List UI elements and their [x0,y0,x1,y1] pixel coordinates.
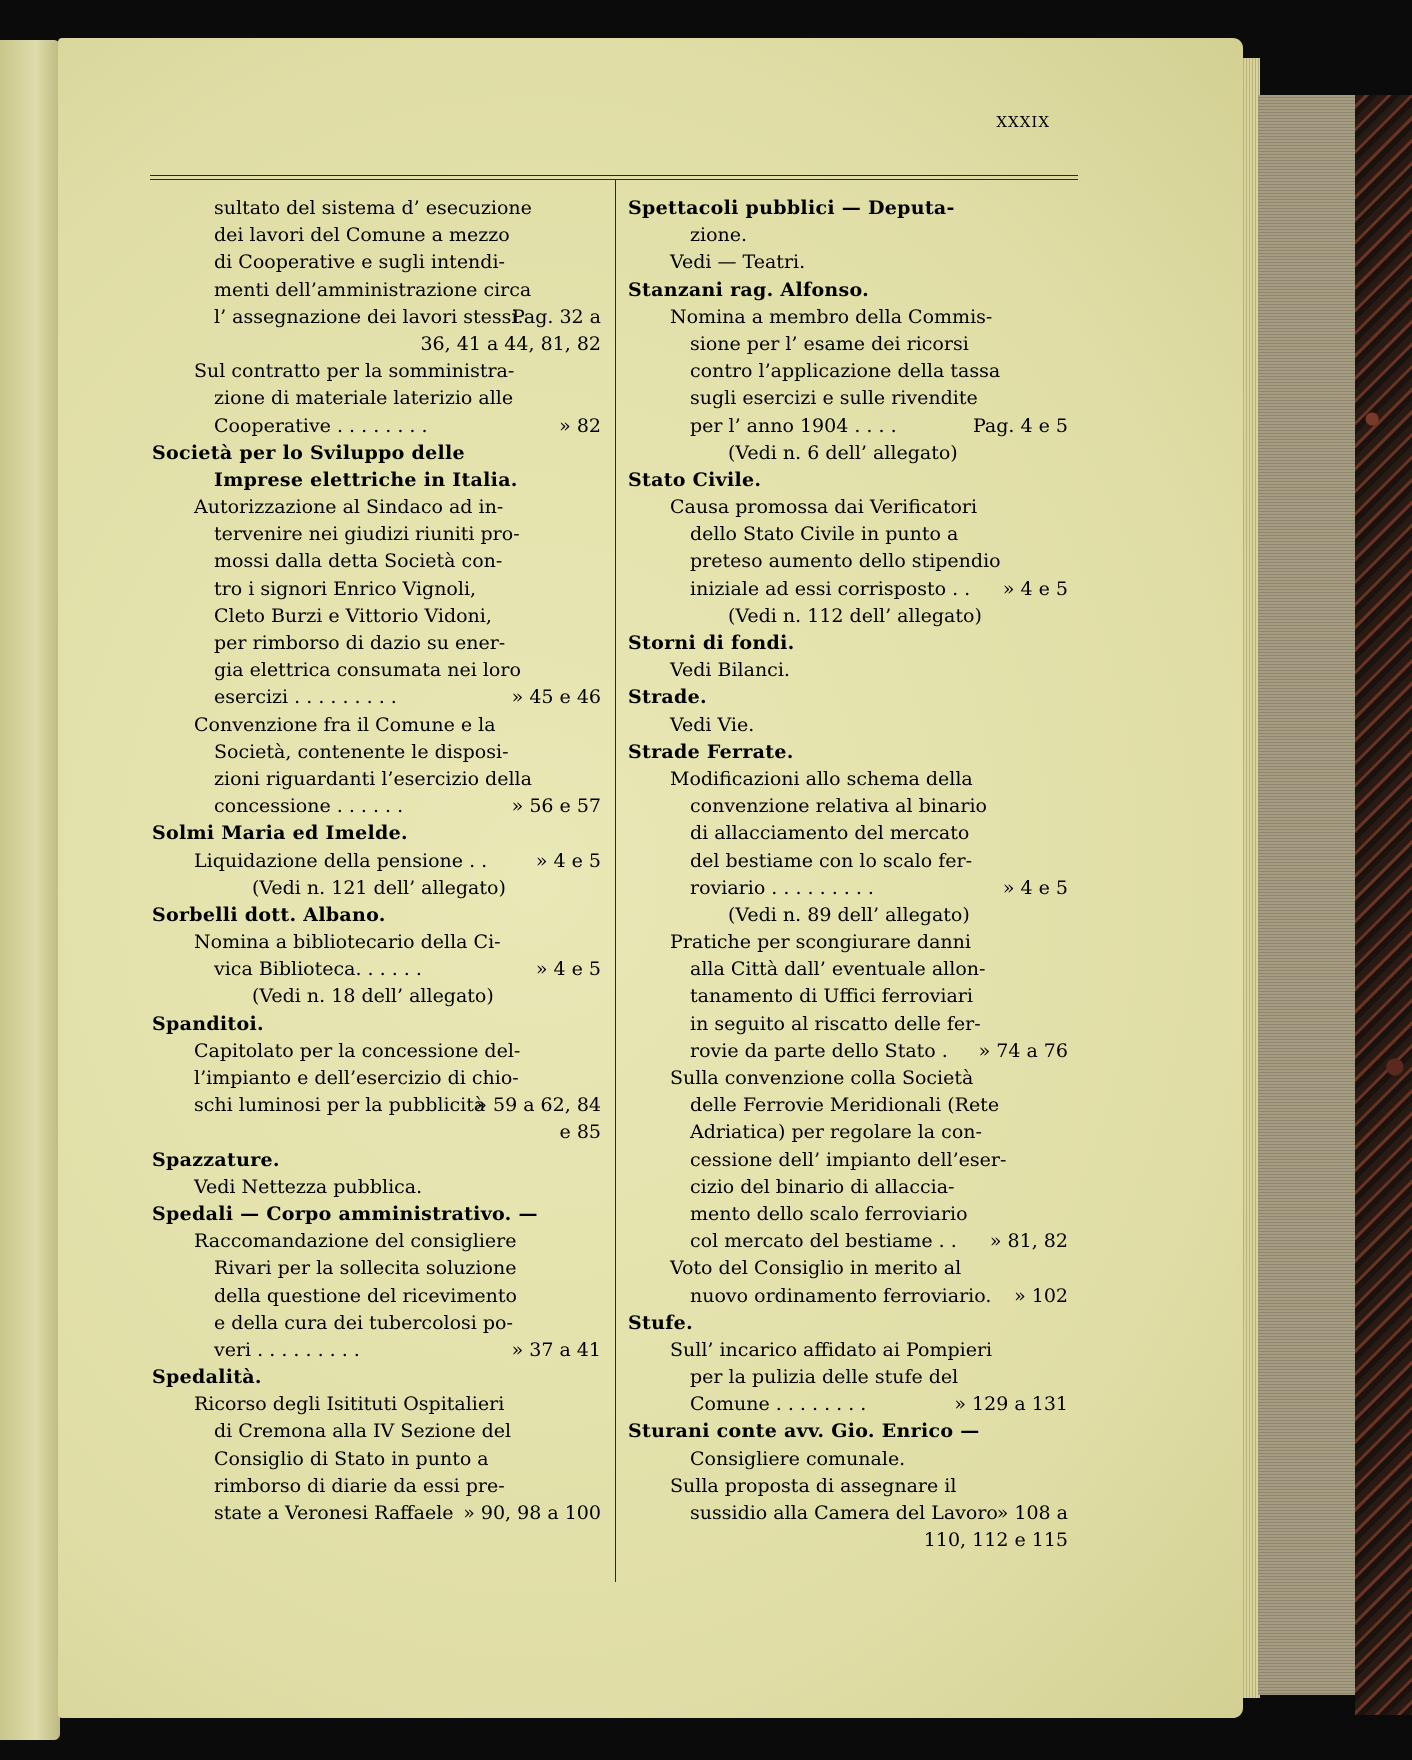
index-headword [628,277,1068,304]
index-entry-line [152,739,601,766]
entry-text: Causa promossa dai Verificatori [670,496,978,519]
entry-text: Storni di fondi. [628,632,795,654]
entry-text: Sturani conte avv. Gio. Enrico — [628,1420,980,1443]
page-reference: Pag. 4 e 5 [973,414,1068,437]
index-entry-line [628,929,1068,956]
entry-text: di allacciamento del mercato [690,822,970,845]
entry-text: per l’ anno 1904 . . . . [690,414,897,437]
entry-text: iniziale ad essi corrisposto . . [690,577,971,600]
page-reference: » 4 e 5 [535,958,601,981]
index-entry-line [152,331,601,358]
index-entry-line [152,195,601,222]
facing-page-edge [0,40,60,1740]
index-headword [628,630,1068,657]
entry-text: l’impianto e dell’esercizio di chio- [194,1067,519,1089]
entry-text: (Vedi n. 112 dell’ allegato) [728,604,982,627]
page-reference: » 4 e 5 [1002,577,1068,600]
page-reference: » 56 e 57 [511,795,601,818]
entry-text: mossi dalla detta Società con- [214,550,503,573]
index-headword [152,1364,601,1391]
entry-text: Vedi — Teatri. [670,251,806,274]
index-entry-line [628,1283,1068,1310]
index-entry-line [152,1473,601,1500]
entry-text: zione di materiale laterizio alle [214,387,514,410]
entry-text: Società, contenente le disposi- [214,740,509,763]
page-reference: » 37 a 41 [511,1338,601,1361]
page-reference: » 74 a 76 [978,1039,1068,1062]
entry-text: Rivari per la sollecita soluzione [214,1257,517,1280]
entry-text: tanamento di Uffici ferroviari [690,985,973,1008]
entry-text: Comune . . . . . . . . [690,1393,867,1416]
entry-text: per rimborso di dazio su ener- [214,632,506,654]
index-entry-line [152,1418,601,1445]
page-reference: 110, 112 e 115 [923,1529,1068,1552]
index-entry-line [628,820,1068,847]
page-reference: » 90, 98 a 100 [463,1502,601,1524]
index-entry-line [628,1201,1068,1228]
entry-text: Spedalità. [152,1366,262,1389]
index-entry-line [152,983,601,1010]
index-entry-line [628,766,1068,793]
index-entry-line [152,1500,601,1527]
index-entry-line [628,413,1068,440]
index-entry-line [152,494,601,521]
index-entry-line [628,902,1068,929]
entry-text: Consigliere comunale. [690,1447,906,1470]
page-reference: » 82 [559,414,601,437]
entry-text: Stufe. [628,1311,693,1334]
entry-text: di Cooperative e sugli intendi- [214,251,505,274]
entry-text: esercizi . . . . . . . . . [214,686,397,709]
index-entry-line [152,766,601,793]
index-entry-line [152,630,601,657]
index-entry-line [628,1174,1068,1201]
entry-text: Autorizzazione al Sindaco ad in- [194,496,504,519]
index-entry-line [152,304,601,331]
index-entry-line [152,1283,601,1310]
index-entry-line [152,929,601,956]
index-headword [628,1418,1068,1445]
index-entry-line [628,385,1068,412]
index-entry-line [628,222,1068,249]
index-entry-line [628,1119,1068,1146]
index-entry-line [628,1092,1068,1119]
index-entry-line [152,521,601,548]
index-entry-line [628,331,1068,358]
entry-text: Pratiche per scongiurare danni [670,931,971,954]
index-headword [628,1310,1068,1337]
entry-text: Vedi Bilanci. [670,659,790,682]
entry-text: Strade. [628,686,707,709]
entry-text: schi luminosi per la pubblicità [194,1094,486,1117]
entry-text: (Vedi n. 89 dell’ allegato) [728,903,970,926]
index-entry-line [628,576,1068,603]
index-entry-line [152,848,601,875]
entry-text: Ricorso degli Isitituti Ospitalieri [194,1393,505,1416]
marbled-cover [1355,95,1412,1715]
entry-text: Spedali — Corpo amministrativo. — [152,1202,538,1225]
entry-text: mento dello scalo ferroviario [690,1202,968,1225]
index-entry-line [628,1446,1068,1473]
index-entry-line [152,956,601,983]
index-entry-line [152,1228,601,1255]
index-entry-line [152,277,601,304]
entry-text: l’ assegnazione dei lavori stessi. [214,305,524,328]
page-reference: » 59 a 62, 84 [475,1094,601,1117]
index-entry-line [152,875,601,902]
entry-text: sugli esercizi e sulle rivendite [690,387,978,410]
entry-text: zione. [690,224,748,247]
page-reference: Pag. 32 a [511,305,601,328]
page-reference: » 102 [1014,1284,1068,1307]
entry-text: menti dell’amministrazione circa [214,278,532,301]
index-entry-line [628,1473,1068,1500]
index-entry-line [152,603,601,630]
entry-text: dello Stato Civile in punto a [690,523,959,546]
entry-text: sussidio alla Camera del Lavoro [690,1502,998,1524]
entry-text: Spettacoli pubblici — Deputa- [628,197,955,219]
page-reference: 36, 41 a 44, 81, 82 [420,332,601,355]
entry-text: cessione dell’ impianto dell’eser- [690,1148,1007,1171]
index-entry-line [152,249,601,276]
index-entry-line [152,657,601,684]
entry-text: tro i signori Enrico Vignoli, [214,577,477,600]
index-headword [628,195,1068,222]
index-entry-line [628,1228,1068,1255]
index-entry-line [152,222,601,249]
index-entry-line [628,358,1068,385]
entry-text: Imprese elettriche in Italia. [214,468,518,491]
left-column [152,195,601,1527]
entry-text: Voto del Consiglio in merito al [670,1257,962,1280]
index-headword [152,467,601,494]
index-entry-line [628,956,1068,983]
index-entry-line [628,983,1068,1010]
index-entry-line [152,1119,601,1146]
index-entry-line [152,385,601,412]
entry-text: preteso aumento dello stipendio [690,550,1001,573]
index-entry-line [628,548,1068,575]
entry-text: veri . . . . . . . . . [214,1338,360,1361]
entry-text: rovie da parte dello Stato . [690,1039,948,1062]
entry-text: col mercato del bestiame . . [690,1230,957,1253]
index-entry-line [628,1038,1068,1065]
entry-text: Capitolato per la concessione del- [194,1039,521,1062]
entry-text: della questione del ricevimento [214,1284,517,1307]
entry-text: sione per l’ esame dei ricorsi [690,332,969,355]
index-entry-line [152,793,601,820]
entry-text: in seguito al riscatto delle fer- [690,1012,981,1035]
page-reference: » 4 e 5 [1002,876,1068,899]
index-entry-line [628,1337,1068,1364]
index-entry-line [628,657,1068,684]
index-headword [628,684,1068,711]
entry-text: Nomina a membro della Commis- [670,305,993,328]
page-reference: » 4 e 5 [535,849,601,872]
entry-text: Sulla proposta di assegnare il [670,1474,957,1497]
entry-text: sultato del sistema d’ esecuzione [214,197,532,219]
entry-text: (Vedi n. 121 dell’ allegato) [252,876,506,899]
index-headword [152,902,601,929]
entry-text: alla Città dall’ eventuale allon- [690,958,986,981]
index-entry-line [628,440,1068,467]
entry-text: Stanzani rag. Alfonso. [628,278,870,301]
index-entry-line [628,793,1068,820]
entry-text: di Cremona alla IV Sezione del [214,1420,512,1443]
index-entry-line [628,1011,1068,1038]
entry-text: Solmi Maria ed Imelde. [152,822,408,845]
index-entry-line [628,603,1068,630]
index-entry-line [152,1065,601,1092]
index-headword [152,440,601,467]
entry-text: Modificazioni allo schema della [670,767,973,790]
index-entry-line [152,1174,601,1201]
entry-text: Strade Ferrate. [628,740,794,763]
index-entry-line [152,413,601,440]
entry-text: Raccomandazione del consigliere [194,1230,517,1253]
entry-text: dei lavori del Comune a mezzo [214,224,510,247]
entry-text: Società per lo Sviluppo delle [152,441,465,464]
entry-text: roviario . . . . . . . . . [690,876,874,899]
page-reference: e 85 [559,1121,601,1144]
page-number: XXXIX [996,113,1050,131]
entry-text: Vedi Nettezza pubblica. [194,1175,423,1198]
index-entry-line [152,576,601,603]
index-headword [628,467,1068,494]
index-entry-line [152,548,601,575]
entry-text: Cooperative . . . . . . . . [214,414,428,437]
index-entry-line [152,1337,601,1364]
index-entry-line [152,358,601,385]
entry-text: contro l’applicazione della tassa [690,360,1001,383]
index-entry-line [152,684,601,711]
entry-text: (Vedi n. 18 dell’ allegato) [252,985,494,1008]
index-headword [152,820,601,847]
entry-text: (Vedi n. 6 dell’ allegato) [728,441,958,464]
entry-text: per la pulizia delle stufe del [690,1366,959,1389]
index-entry-line [152,1255,601,1282]
entry-text: Sulla convenzione colla Società [670,1067,974,1089]
header-rule [150,175,1078,180]
index-entry-line [628,1255,1068,1282]
entry-text: Nomina a bibliotecario della Ci- [194,931,501,954]
index-entry-line [628,304,1068,331]
entry-text: tervenire nei giudizi riuniti pro- [214,523,520,546]
index-entry-line [152,1038,601,1065]
index-entry-line [152,1092,601,1119]
index-entry-line [628,1500,1068,1527]
entry-text: Sorbelli dott. Albano. [152,903,386,926]
index-entry-line [152,1446,601,1473]
entry-text: e della cura dei tubercolosi po- [214,1311,513,1334]
entry-text: Convenzione fra il Comune e la [194,713,496,736]
index-headword [152,1011,601,1038]
entry-text: Spanditoi. [152,1012,264,1035]
index-entry-line [628,848,1068,875]
entry-text: cizio del binario di allaccia- [690,1175,955,1198]
page-reference: » 81, 82 [989,1230,1068,1253]
page-reference: » 108 a [996,1502,1068,1524]
entry-text: Adriatica) per regolare la con- [690,1121,982,1144]
entry-text: Sul contratto per la somministra- [194,360,515,383]
index-entry-line [628,1065,1068,1092]
entry-text: nuovo ordinamento ferroviario. [690,1284,992,1307]
page-reference: » 45 e 46 [511,686,601,709]
index-entry-line [628,494,1068,521]
index-entry-line [152,1391,601,1418]
page-reference: » 129 a 131 [954,1393,1068,1416]
entry-text: Liquidazione della pensione . . [194,849,488,872]
entry-text: Consiglio di Stato in punto a [214,1447,489,1470]
index-entry-line [628,712,1068,739]
entry-text: convenzione relativa al binario [690,795,987,818]
index-entry-line [628,1527,1068,1554]
entry-text: state a Veronesi Raffaele [214,1502,454,1524]
entry-text: Cleto Burzi e Vittorio Vidoni, [214,604,492,627]
index-entry-line [628,249,1068,276]
index-headword [152,1147,601,1174]
entry-text: delle Ferrovie Meridionali (Rete [690,1094,1000,1117]
entry-text: gia elettrica consumata nei loro [214,659,521,682]
entry-text: Sull’ incarico affidato ai Pompieri [670,1338,993,1361]
index-entry-line [152,712,601,739]
right-column [628,195,1068,1554]
column-divider [615,180,616,1582]
index-entry-line [628,875,1068,902]
entry-text: zioni riguardanti l’esercizio della [214,767,532,790]
index-entry-line [152,1310,601,1337]
entry-text: concessione . . . . . . [214,795,404,818]
entry-text: Spazzature. [152,1148,280,1171]
index-entry-line [628,521,1068,548]
entry-text: Vedi Vie. [670,713,755,736]
index-headword [152,1201,601,1228]
entry-text: del bestiame con lo scalo fer- [690,849,972,872]
index-entry-line [628,1364,1068,1391]
index-entry-line [628,1391,1068,1418]
entry-text: rimborso di diarie da essi pre- [214,1474,505,1497]
index-headword [628,739,1068,766]
entry-text: Stato Civile. [628,468,762,491]
entry-text: vica Biblioteca. . . . . . [214,958,422,981]
index-entry-line [628,1147,1068,1174]
